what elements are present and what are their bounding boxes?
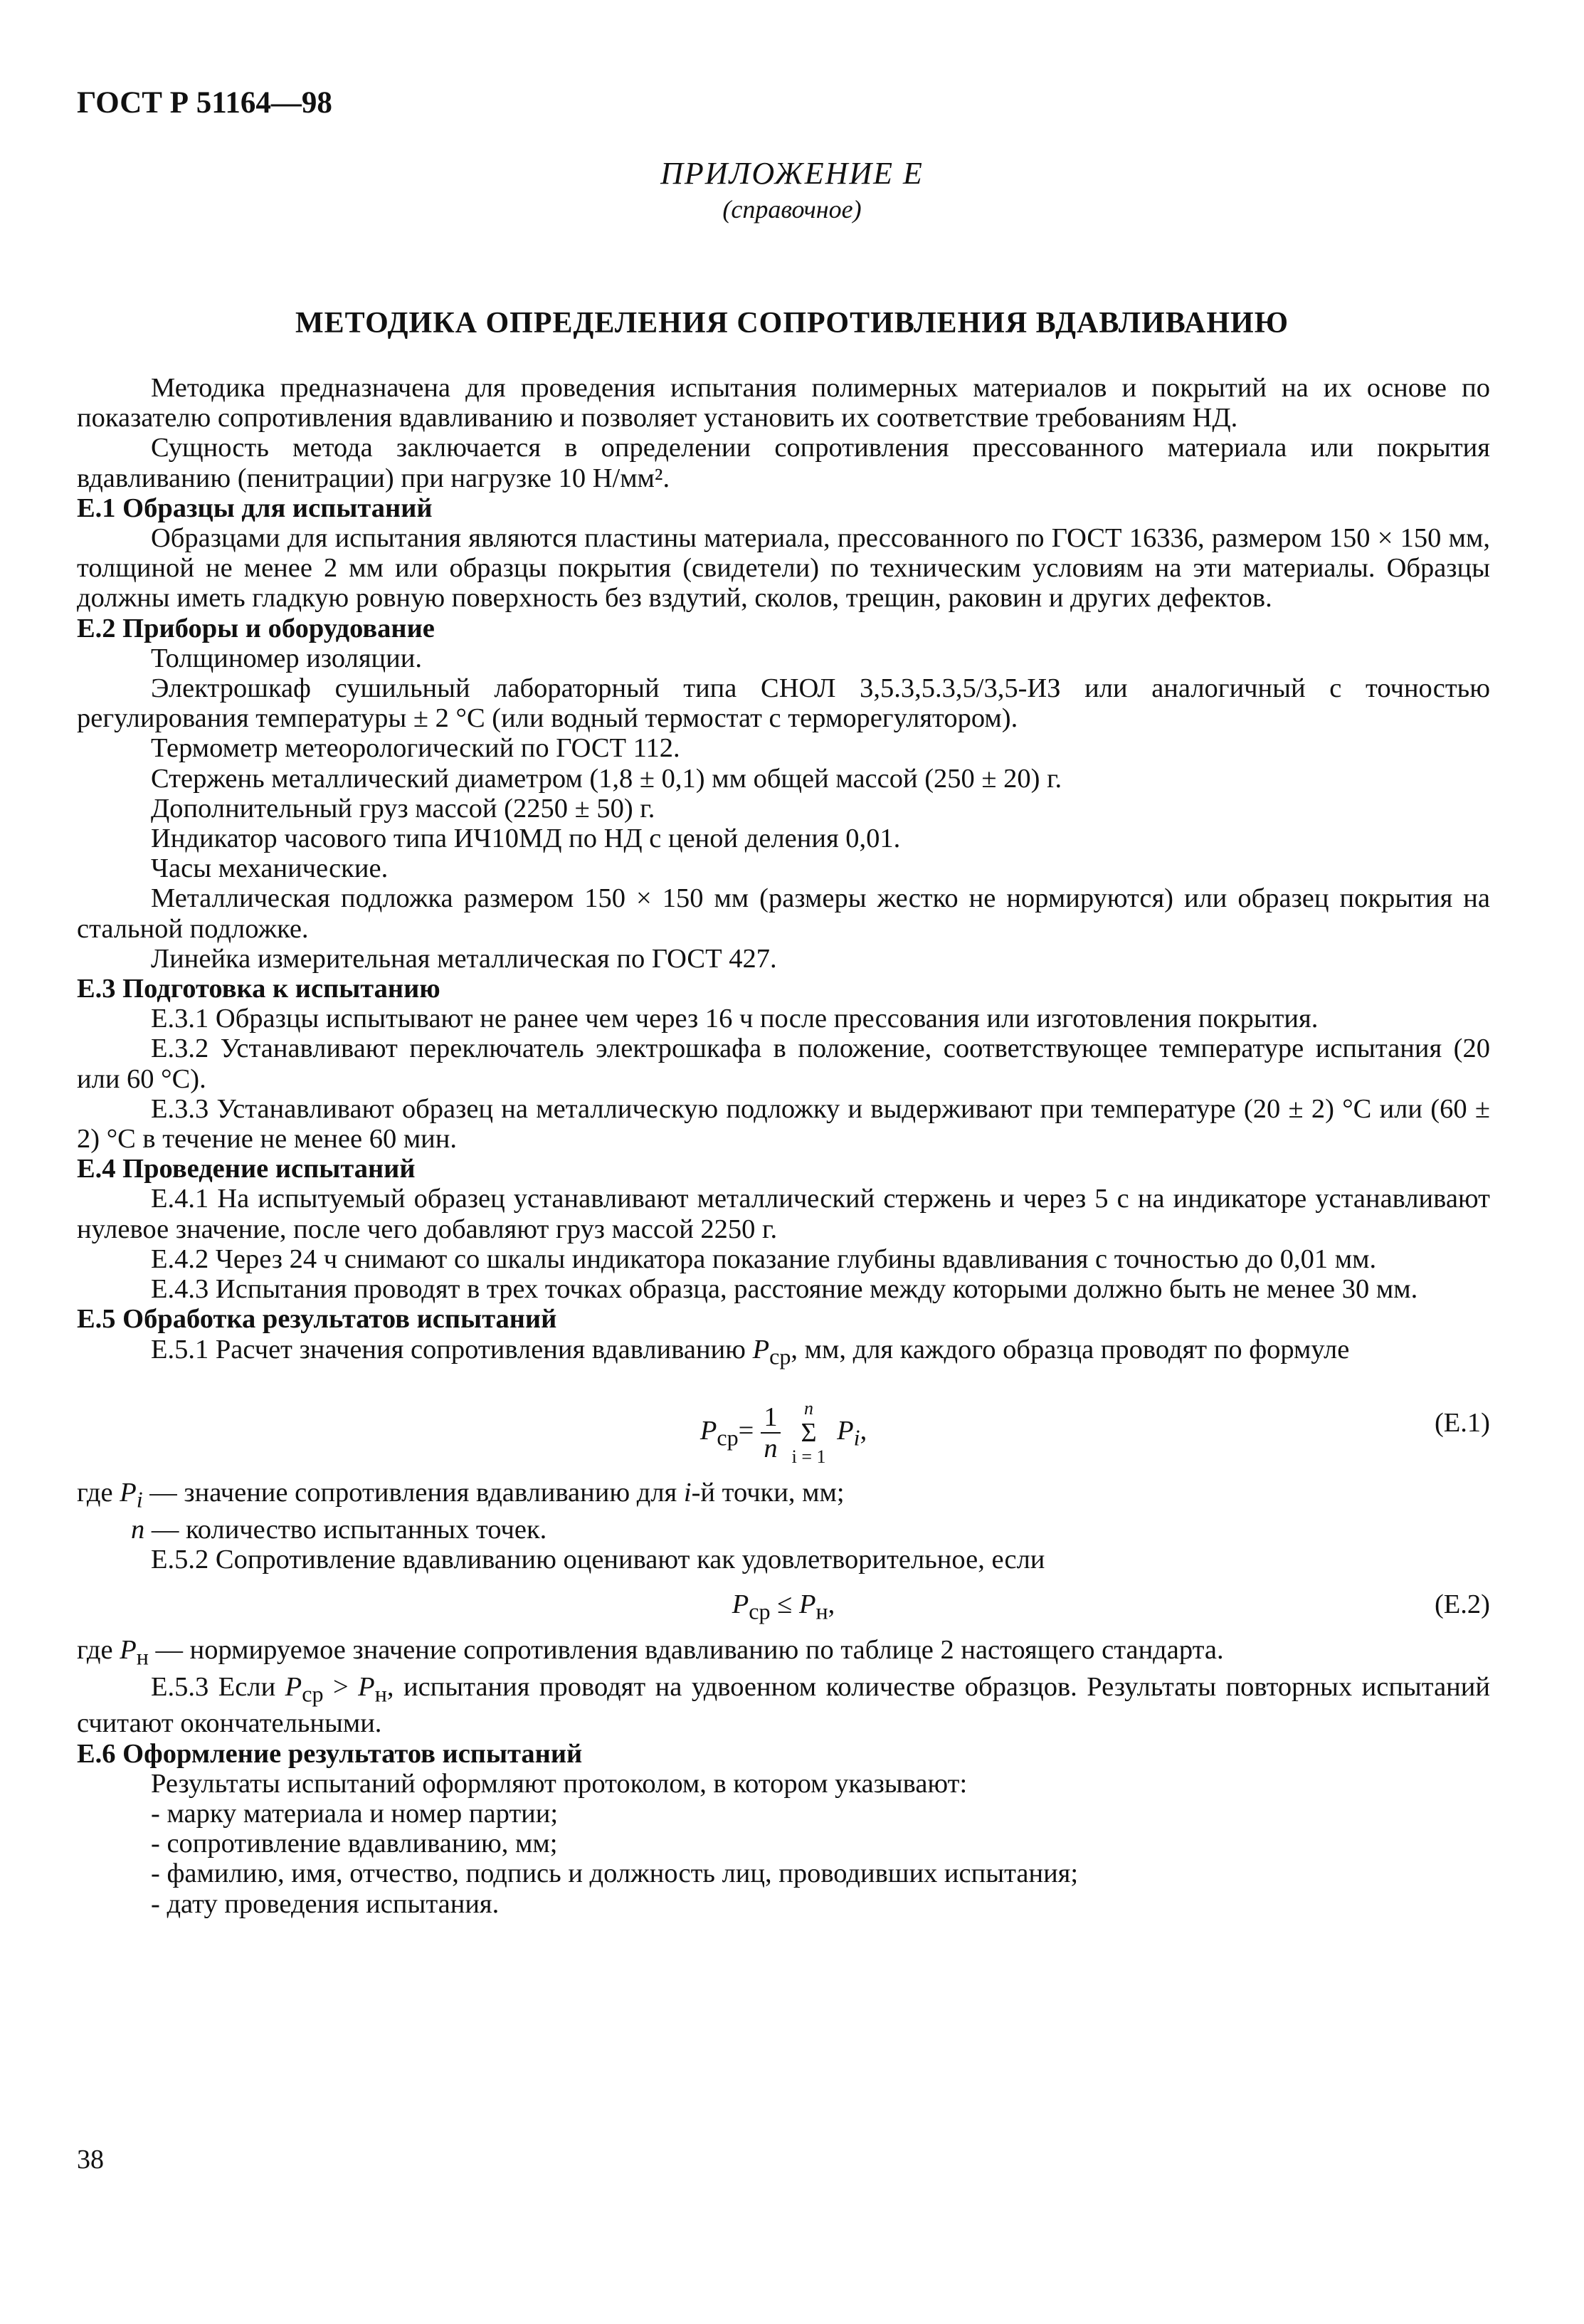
clause-e32: Е.3.2 Устанавливают переключатель электрошкафа в положение, соответствующее температуре испытания (20 или 60 °С). xyxy=(77,1034,1490,1094)
symbol-sub-i: i xyxy=(853,1424,860,1451)
appendix-block xyxy=(0,155,1584,224)
section-heading-e2: Е.2 Приборы и оборудование xyxy=(77,613,435,643)
intro-paragraph: Методика предназначена для проведения испытания полимерных материалов и покрытий на их основе по показателю сопротивления вдавливанию и позволяет установить их соответствие требованиям НД. xyxy=(77,373,1490,433)
formula-comma: , xyxy=(828,1589,835,1619)
formula-e2 xyxy=(77,1575,1490,1635)
section-heading-e4: Е.4 Проведение испытаний xyxy=(77,1154,416,1184)
where-p-n xyxy=(77,1635,1490,1672)
equals-sign: = xyxy=(738,1416,754,1446)
section-heading-e3: Е.3 Подготовка к испытанию xyxy=(77,974,440,1004)
clause-e51 xyxy=(77,1335,1490,1372)
clause-e33: Е.3.3 Устанавливают образец на металлическую подложку и выдерживают при температуре (20 ± 2) °С или (60 ± 2) °С в течение не менее 60 мин. xyxy=(77,1093,1490,1155)
sum-upper-limit: n xyxy=(804,1398,814,1419)
clause-e31: Е.3.1 Образцы испытывают не ранее чем через 16 ч после прессования или изготовления покрытия. xyxy=(151,1004,1319,1034)
symbol-sub-n: н xyxy=(815,1598,828,1624)
symbol-p: P xyxy=(120,1634,137,1665)
symbol-sub-i: i xyxy=(136,1487,143,1513)
symbol-p: P xyxy=(120,1478,137,1508)
formula-e2-number: (Е.2) xyxy=(1434,1589,1490,1619)
symbol-sub-sr: ср xyxy=(717,1424,739,1451)
clause-e53-tail: , испытания проводят на удвоенном количестве образцов. Результаты повторных испытаний считают окончательными. xyxy=(77,1671,1490,1739)
e6-list-item: - дату проведения испытания. xyxy=(151,1888,500,1919)
clause-e41: Е.4.1 На испытуемый образец устанавливают металлический стержень и через 5 с на индикаторе устанавливают нулевое значение, после чего добавляют груз массой 2250 г. xyxy=(77,1184,1490,1244)
clause-e53 xyxy=(77,1672,1490,1739)
equipment-item: Часы механические. xyxy=(151,853,389,884)
clause-e51-tail: , мм, для каждого образца проводят по формуле xyxy=(791,1334,1350,1365)
fraction-denominator: n xyxy=(764,1434,778,1464)
where-p-i-text: — значение сопротивления вдавливанию для xyxy=(142,1478,684,1508)
appendix-title: ПРИЛОЖЕНИЕ Е xyxy=(660,156,924,191)
section-heading-e1: Е.1 Образцы для испытаний xyxy=(77,493,433,523)
summation xyxy=(792,1399,826,1466)
equipment-item: Стержень металлический диаметром (1,8 ± 0,1) мм общей массой (250 ± 20) г. xyxy=(151,763,1062,794)
clause-e42: Е.4.2 Через 24 ч снимают со шкалы индикатора показание глубины вдавливания с точностью до 0,01 мм. xyxy=(151,1244,1377,1274)
formula-e1-number: (Е.1) xyxy=(1434,1408,1490,1439)
symbol-p: P xyxy=(358,1671,375,1702)
appendix-kind: (справочное) xyxy=(722,195,862,224)
page-number: 38 xyxy=(77,2145,104,2175)
where-n-text: — количество испытанных точек. xyxy=(144,1515,547,1545)
formula-e1 xyxy=(77,1371,1490,1478)
e6-list-item: - фамилию, имя, отчество, подпись и должность лиц, проводивших испытания; xyxy=(151,1858,1079,1889)
document-body xyxy=(77,373,1490,1919)
symbol-n: n xyxy=(131,1515,145,1545)
sigma-icon: Σ xyxy=(801,1418,817,1448)
symbol-p: P xyxy=(798,1589,816,1619)
equipment-item: Линейка измерительная металлическая по ГОСТ 427. xyxy=(151,943,777,974)
formula-e1-expression xyxy=(77,1399,1490,1466)
section-e1-text: Образцами для испытания являются пластины материала, прессованного по ГОСТ 16336, размером 150 × 150 мм, толщиной не менее 2 мм или образцы покрытия (свидетели) по техническим условиям на эти материалы. Образцы должны иметь гладкую ровную поверхность без вздутий, сколов, трещин, раковин и других дефектов. xyxy=(77,523,1490,614)
section-heading-e5: Е.5 Обработка результатов испытаний xyxy=(77,1304,557,1335)
e6-list-item: - сопротивление вдавливанию, мм; xyxy=(151,1829,558,1859)
symbol-sub-sr: ср xyxy=(749,1598,771,1624)
greater-sign: > xyxy=(332,1671,349,1702)
equipment-item: Дополнительный груз массой (2250 ± 50) г. xyxy=(151,793,655,824)
less-equal-sign: ≤ xyxy=(777,1589,793,1619)
symbol-sub-n: н xyxy=(374,1681,387,1707)
equipment-item: Индикатор часового типа ИЧ10МД по НД с ценой деления 0,01. xyxy=(151,824,901,854)
clause-e52: Е.5.2 Сопротивление вдавливанию оценивают как удовлетворительное, если xyxy=(151,1545,1045,1575)
symbol-i: i xyxy=(683,1478,692,1508)
where-label: где xyxy=(77,1478,113,1508)
symbol-sub-sr: ср xyxy=(769,1343,791,1369)
equipment-item: Термометр метеорологический по ГОСТ 112. xyxy=(151,733,680,764)
e6-list-item: - марку материала и номер партии; xyxy=(151,1799,559,1829)
equipment-item: Толщиномер изоляции. xyxy=(151,643,422,673)
fraction xyxy=(761,1404,781,1463)
e6-intro: Результаты испытаний оформляют протоколом, в котором указывают: xyxy=(151,1768,968,1799)
where-p-i xyxy=(77,1478,1490,1515)
symbol-p: P xyxy=(837,1416,854,1446)
symbol-p: P xyxy=(732,1589,749,1619)
symbol-p: P xyxy=(752,1334,770,1365)
sum-lower-limit: i = 1 xyxy=(791,1446,826,1468)
intro-paragraph: Сущность метода заключается в определении сопротивления прессованного материала или покрытия вдавливанию (пенитрации) при нагрузке 10 Н/мм². xyxy=(77,433,1490,493)
where-p-i-tail: -й точки, мм; xyxy=(691,1478,845,1508)
section-heading-e6: Е.6 Оформление результатов испытаний xyxy=(77,1738,583,1769)
formula-e2-expression xyxy=(77,1589,1490,1626)
equipment-item: Металлическая подложка размером 150 × 150 мм (размеры жестко не нормируются) или образец покрытия на стальной подложке. xyxy=(77,883,1490,944)
symbol-sub-n: н xyxy=(136,1644,149,1670)
fraction-numerator: 1 xyxy=(764,1402,778,1432)
clause-e51-text: Е.5.1 Расчет значения сопротивления вдавливанию xyxy=(151,1334,746,1365)
standard-number: ГОСТ Р 51164—98 xyxy=(77,86,332,120)
document-title: МЕТОДИКА ОПРЕДЕЛЕНИЯ СОПРОТИВЛЕНИЯ ВДАВЛИВАНИЮ xyxy=(295,307,1289,340)
clause-e43: Е.4.3 Испытания проводят в трех точках образца, расстояние между которыми должно быть не менее 30 мм. xyxy=(151,1274,1418,1305)
equipment-item: Электрошкаф сушильный лабораторный типа СНОЛ 3,5.3,5.3,5/3,5-ИЗ или аналогичный с точностью регулирования температуры ± 2 °С (или водный термостат с терморегулятором). xyxy=(77,673,1490,734)
symbol-p: P xyxy=(285,1671,302,1702)
where-n xyxy=(77,1515,1490,1545)
symbol-p: P xyxy=(699,1416,717,1446)
symbol-sub-sr: ср xyxy=(302,1681,324,1707)
where-p-n-text: — нормируемое значение сопротивления вдавливанию по таблице 2 настоящего стандарта. xyxy=(148,1634,1224,1665)
where-label: где xyxy=(77,1634,113,1665)
clause-e53-text: Е.5.3 Если xyxy=(151,1671,276,1702)
formula-comma: , xyxy=(860,1416,867,1446)
